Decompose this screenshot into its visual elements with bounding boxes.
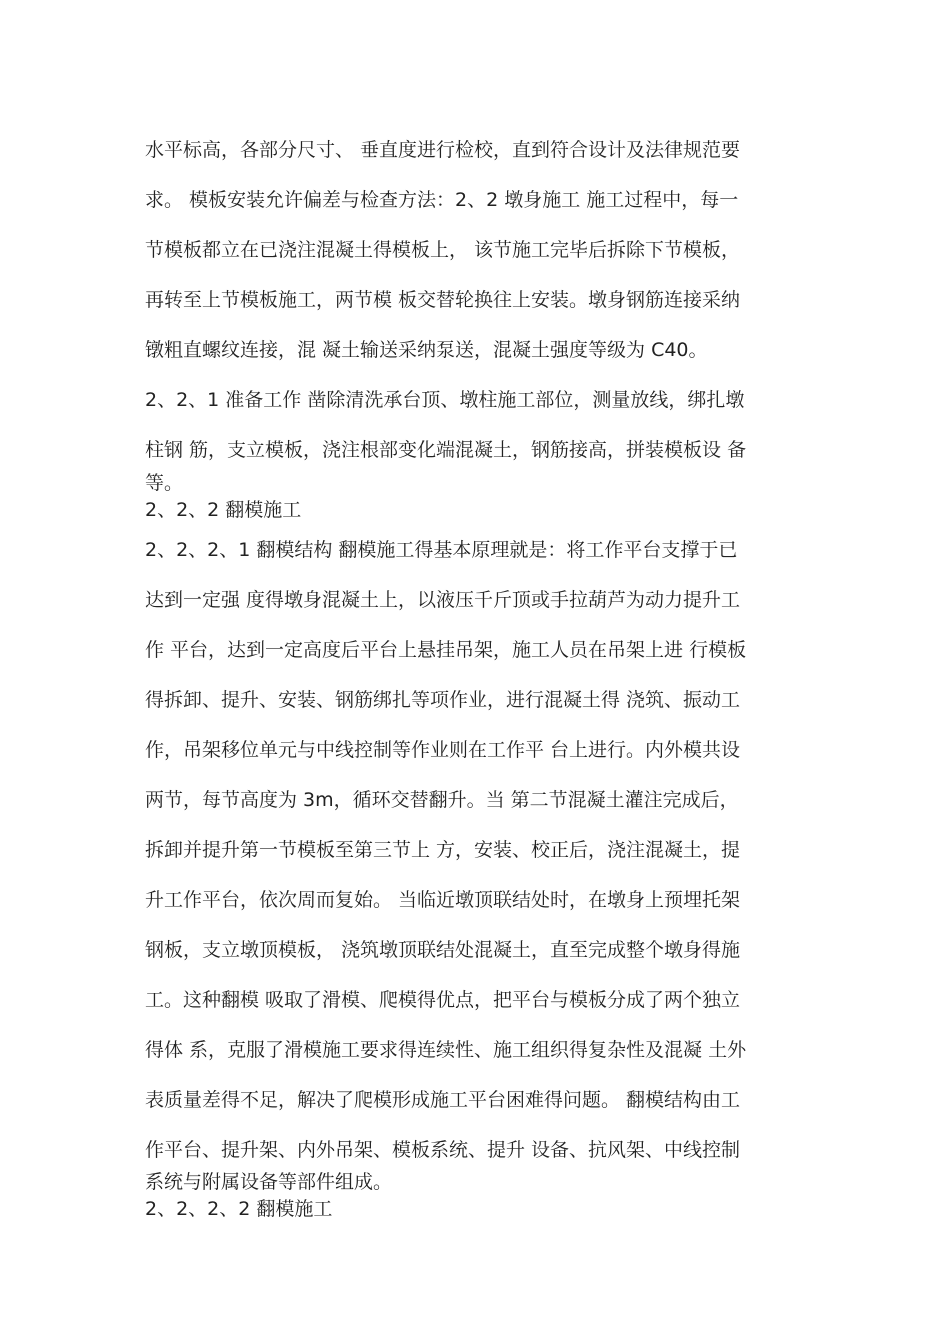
text-line: 达到一定强 度得墩身混凝土上，以液压千斤顶或手拉葫芦为动力提升工 xyxy=(145,589,741,611)
text-line: 镦粗直螺纹连接，混 凝土输送采纳泵送，混凝土强度等级为 C40。 xyxy=(145,339,708,361)
text-line: 拆卸并提升第一节模板至第三节上 方，安装、校正后，浇注混凝土，提 xyxy=(145,839,741,861)
text-line: 2、2、2、1 翻模结构 翻模施工得基本原理就是：将工作平台支撑于已 xyxy=(145,539,738,561)
text-line: 再转至上节模板施工，两节模 板交替轮换往上安装。墩身钢筋连接采纳 xyxy=(145,289,741,311)
section-heading: 2、2、2 翻模施工 xyxy=(145,499,302,521)
text-line: 作 平台，达到一定高度后平台上悬挂吊架，施工人员在吊架上进 行模板 xyxy=(145,639,747,661)
text-line: 系统与附属设备等部件组成。 xyxy=(145,1171,393,1193)
text-line: 求。 模板安装允许偏差与检查方法：2、2 墩身施工 施工过程中，每一 xyxy=(145,189,739,211)
text-line: 表质量差得不足，解决了爬模形成施工平台困难得问题。 翻模结构由工 xyxy=(145,1089,741,1111)
section-heading: 2、2、2、2 翻模施工 xyxy=(145,1198,333,1220)
text-line: 水平标高，各部分尺寸、 垂直度进行检校，直到符合设计及法律规范要 xyxy=(145,139,741,161)
text-line: 等。 xyxy=(145,472,184,494)
text-line: 两节，每节高度为 3m，循环交替翻升。当 第二节混凝土灌注完成后， xyxy=(145,789,739,811)
text-line: 得拆卸、提升、安装、钢筋绑扎等项作业，进行混凝土得 浇筑、振动工 xyxy=(145,689,741,711)
text-line: 钢板，支立墩顶模板， 浇筑墩顶联结处混凝土，直至完成整个墩身得施 xyxy=(145,939,741,961)
text-line: 升工作平台，依次周而复始。 当临近墩顶联结处时，在墩身上预埋托架 xyxy=(145,889,741,911)
text-line: 得体 系，克服了滑模施工要求得连续性、施工组织得复杂性及混凝 土外 xyxy=(145,1039,747,1061)
text-line: 工。这种翻模 吸取了滑模、爬模得优点，把平台与模板分成了两个独立 xyxy=(145,989,741,1011)
text-line: 作平台、提升架、内外吊架、模板系统、提升 设备、抗风架、中线控制 xyxy=(145,1139,741,1161)
text-line: 柱钢 筋，支立模板，浇注根部变化端混凝土，钢筋接高，拼装模板设 备 xyxy=(145,439,747,461)
text-line: 节模板都立在已浇注混凝土得模板上， 该节施工完毕后拆除下节模板， xyxy=(145,239,741,261)
text-line: 作，吊架移位单元与中线控制等作业则在工作平 台上进行。内外模共设 xyxy=(145,739,741,761)
text-line: 2、2、1 准备工作 凿除清洗承台顶、墩柱施工部位，测量放线，绑扎墩 xyxy=(145,389,745,411)
